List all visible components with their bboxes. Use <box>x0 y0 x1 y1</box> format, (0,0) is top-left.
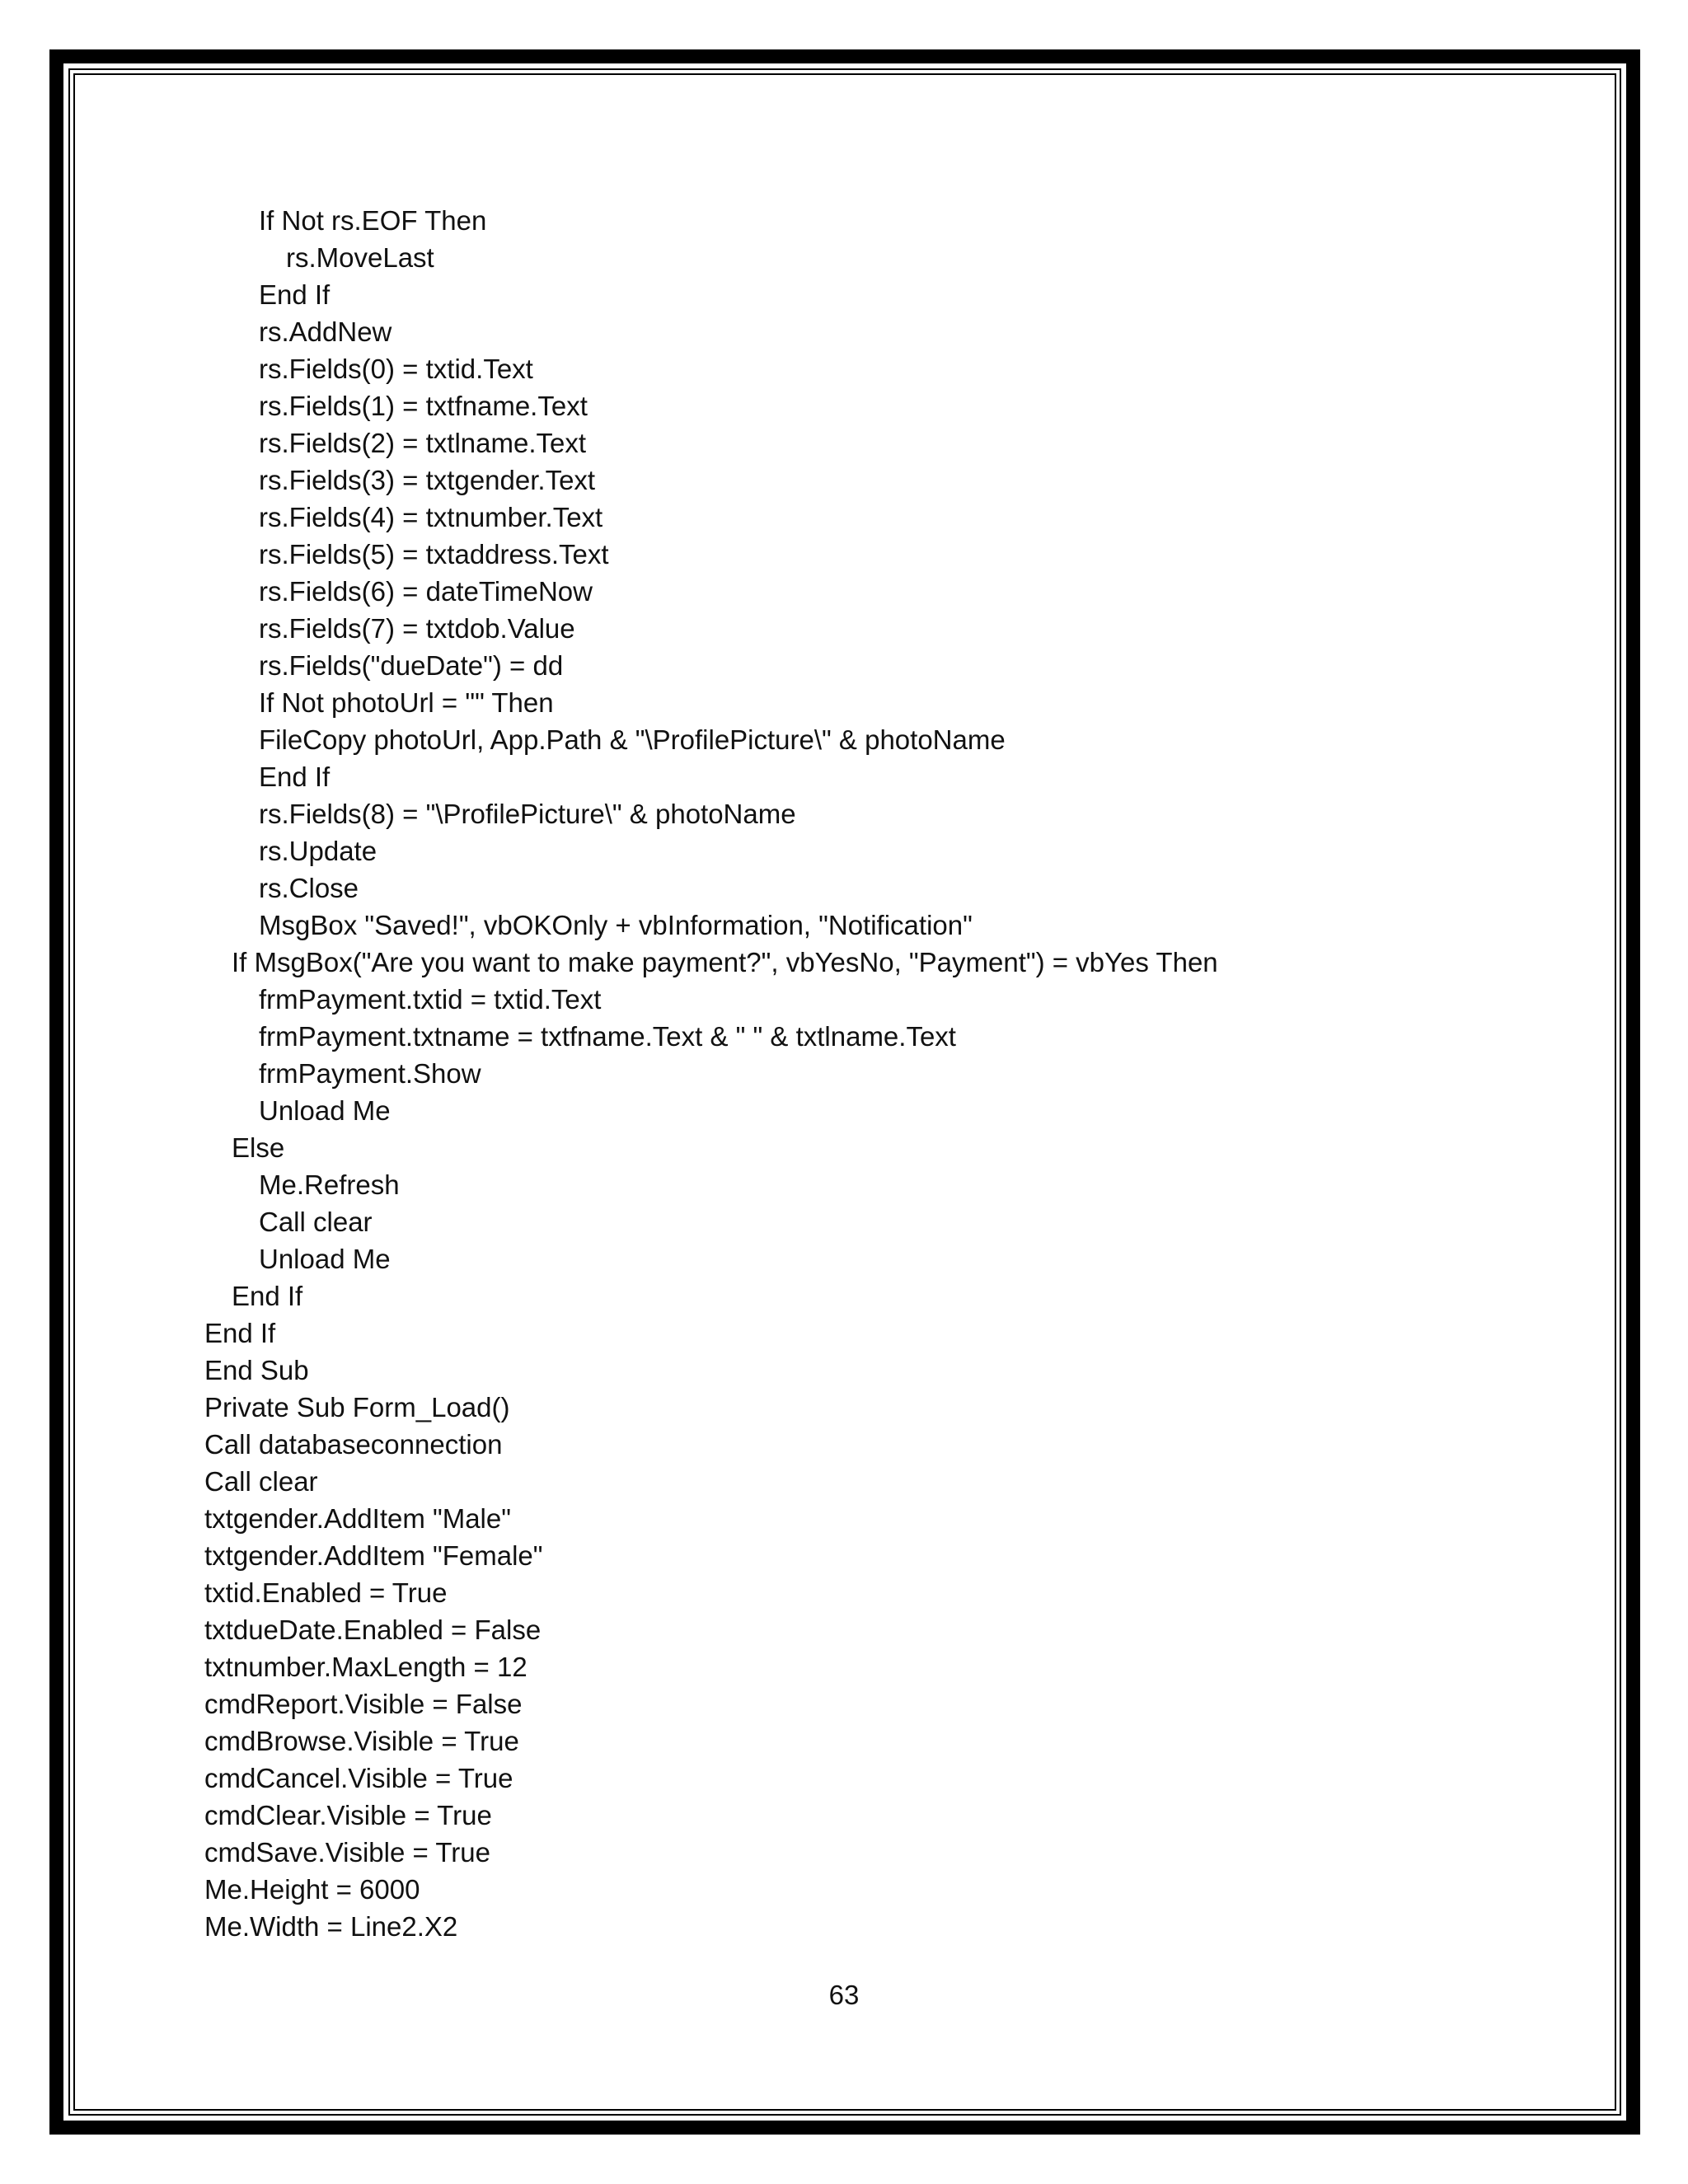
code-line: cmdClear.Visible = True <box>204 1800 492 1830</box>
code-line: rs.Fields(0) = txtid.Text <box>259 354 533 384</box>
code-line: frmPayment.txtname = txtfname.Text & " " & txtlname.Text <box>259 1021 956 1052</box>
code-line: rs.AddNew <box>259 316 392 347</box>
code-line: End If <box>259 279 331 310</box>
code-line: rs.Fields("dueDate") = dd <box>259 650 564 681</box>
code-line: Call clear <box>204 1466 318 1497</box>
code-line: Private Sub Form_Load() <box>204 1392 510 1422</box>
code-line: cmdSave.Visible = True <box>204 1837 490 1868</box>
code-line: txtnumber.MaxLength = 12 <box>204 1652 528 1682</box>
code-line: Me.Refresh <box>259 1169 400 1200</box>
code-line: Unload Me <box>259 1244 391 1274</box>
code-line: rs.Fields(3) = txtgender.Text <box>259 465 596 495</box>
code-line: Unload Me <box>259 1095 391 1126</box>
code-line: rs.Fields(7) = txtdob.Value <box>259 613 575 644</box>
code-line: Call databaseconnection <box>204 1429 503 1460</box>
code-line: rs.Fields(2) = txtlname.Text <box>259 428 587 458</box>
code-line: txtdueDate.Enabled = False <box>204 1615 542 1645</box>
code-line: Me.Width = Line2.X2 <box>204 1911 458 1942</box>
code-line: rs.Fields(4) = txtnumber.Text <box>259 502 603 532</box>
code-line: cmdBrowse.Visible = True <box>204 1726 519 1756</box>
code-line: rs.Fields(8) = "\ProfilePicture\" & photoName <box>259 799 796 829</box>
code-line: frmPayment.txtid = txtid.Text <box>259 984 602 1015</box>
code-line: End If <box>259 762 331 792</box>
code-line: rs.Fields(1) = txtfname.Text <box>259 391 588 421</box>
code-line: rs.Update <box>259 836 377 866</box>
code-line: cmdReport.Visible = False <box>204 1689 523 1719</box>
code-line: End Sub <box>204 1355 309 1385</box>
code-line: rs.Close <box>259 873 359 903</box>
code-line: Else <box>232 1132 285 1163</box>
code-line: cmdCancel.Visible = True <box>204 1763 513 1793</box>
page-number: 63 <box>828 1980 860 2010</box>
code-line: rs.Fields(5) = txtaddress.Text <box>259 539 609 569</box>
code-line: FileCopy photoUrl, App.Path & "\ProfilePicture\" & photoName <box>259 724 1006 755</box>
code-line: If MsgBox("Are you want to make payment?", vbYesNo, "Payment") = vbYes Then <box>232 947 1218 977</box>
code-line: rs.MoveLast <box>286 242 434 273</box>
code-line: End If <box>232 1281 303 1311</box>
code-line: txtgender.AddItem "Male" <box>204 1503 511 1534</box>
code-line: MsgBox "Saved!", vbOKOnly + vbInformation, "Notification" <box>259 910 973 940</box>
code-line: If Not rs.EOF Then <box>259 205 487 236</box>
code-line: frmPayment.Show <box>259 1058 481 1089</box>
code-line: End If <box>204 1318 276 1348</box>
code-line: If Not photoUrl = "" Then <box>259 687 554 718</box>
code-line: txtid.Enabled = True <box>204 1577 448 1608</box>
code-line: txtgender.AddItem "Female" <box>204 1540 543 1571</box>
code-line: Call clear <box>259 1207 373 1237</box>
code-line: rs.Fields(6) = dateTimeNow <box>259 576 593 607</box>
code-line: Me.Height = 6000 <box>204 1874 420 1905</box>
code-listing <box>204 202 1523 1945</box>
